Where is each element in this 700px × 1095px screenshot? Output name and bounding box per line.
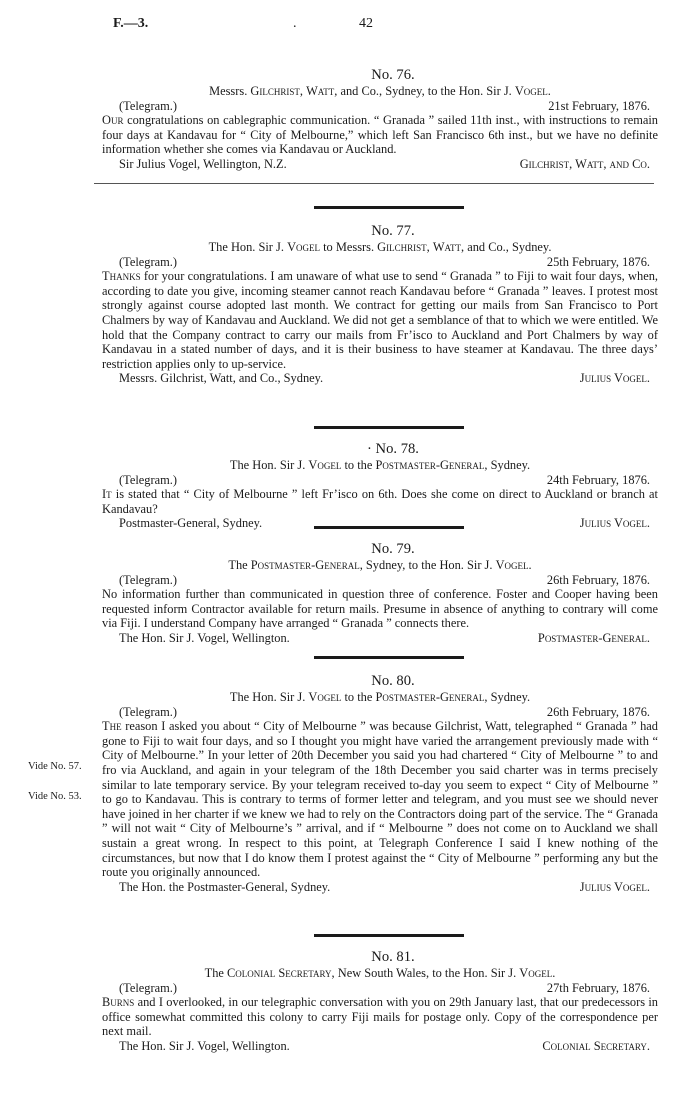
letter-date: 26th February, 1876. xyxy=(546,704,650,719)
divider-rule xyxy=(314,656,464,659)
address-signature-row xyxy=(102,1039,658,1054)
margin-note-vide-53: Vide No. 53. xyxy=(28,791,82,802)
signature: Julius Vogel. xyxy=(579,516,650,531)
medium-label: (Telegram.) xyxy=(119,98,177,113)
letter-no-78 xyxy=(102,440,658,531)
letter-date: 21st February, 1876. xyxy=(548,98,650,113)
margin-note-vide-57: Vide No. 57. xyxy=(28,761,82,772)
letter-no-81 xyxy=(102,948,658,1054)
letter-body: No information further than communicated in question three of conference. Foster and Cooper having been requested inform Contractor available for return mails. Presume in absence of anything to contrary will come via Fiji. I understand Company have arranged “ Granada ” connects there. xyxy=(102,587,658,631)
series-label: F.—3. xyxy=(113,16,149,31)
letter-number: No. 79. xyxy=(371,541,415,557)
signature: Julius Vogel. xyxy=(579,879,650,894)
medium-date-row xyxy=(102,705,658,720)
signature: Colonial Secretary. xyxy=(542,1038,650,1053)
medium-label: (Telegram.) xyxy=(119,704,177,719)
address-signature-row xyxy=(102,631,658,646)
lead-word: Our xyxy=(102,113,124,128)
letter-title: The Colonial Secretary, New South Wales, to the Hon. Sir J. Vogel. xyxy=(204,966,556,980)
medium-date-row xyxy=(102,473,658,488)
letter-no-76 xyxy=(102,66,658,172)
addressee: The Hon. the Postmaster-General, Sydney. xyxy=(119,879,331,894)
addressee: Sir Julius Vogel, Wellington, N.Z. xyxy=(119,156,287,171)
medium-date-row xyxy=(102,99,658,114)
letter-title: The Postmaster-General, Sydney, to the Hon. Sir J. Vogel. xyxy=(228,558,532,572)
letter-number: · No. 78. xyxy=(367,441,419,457)
letter-number: No. 76. xyxy=(371,67,415,83)
page-number: 42 xyxy=(359,16,373,31)
medium-label: (Telegram.) xyxy=(119,254,177,269)
medium-label: (Telegram.) xyxy=(119,980,177,995)
addressee: Messrs. Gilchrist, Watt, and Co., Sydney. xyxy=(119,371,324,386)
divider-thin xyxy=(94,183,654,184)
letter-title: The Hon. Sir J. Vogel to the Postmaster-General, Sydney. xyxy=(229,458,531,472)
letter-date: 24th February, 1876. xyxy=(546,472,650,487)
addressee: Postmaster-General, Sydney. xyxy=(119,516,263,531)
letter-no-80 xyxy=(102,672,658,894)
letter-date: 26th February, 1876. xyxy=(546,572,650,587)
header-dot: . xyxy=(293,16,297,31)
letter-number: No. 80. xyxy=(371,673,415,689)
divider-rule xyxy=(314,526,464,529)
address-signature-row xyxy=(102,880,658,895)
page-header xyxy=(113,16,653,36)
signature: Julius Vogel. xyxy=(579,371,650,386)
letter-body: The reason I asked you about “ City of Melbourne ” was because Gilchrist, Watt, telegraphed “ Granada ” had gone to Fiji to wait four days, and so I thought you might have varied the arrangement previously made with “ City of Melbourne.” In your letter of 20th December you said you had chartered “ City of Melbourne ” to and fro via Auckland, and again in your telegram of the 18th December you said charter was in terms precisely similar to late temporary service. By your telegram received to-day you seem to expect “ City of Melbourne ” to go to Kandavau. This is contrary to terms of former letter and telegram, and you must see we should never have joined in her charter if we knew we had to rely on the Contractors doing part of the service. The “ Granada ” will not wait “ City of Melbourne’s ” arrival, and if “ Melbourne ” does not come on to Auckland we shall sustain a great wrong. In respect to this point, at Telegraph Conference I said I knew nothing of the circumstances, but now that I do know them I protest against the “ City of Melbourne ” performing any but the route you originally announced. xyxy=(102,719,658,880)
address-signature-row xyxy=(102,157,658,172)
letter-body: Burns and I overlooked, in our telegraphic conversation with you on 29th January last, that our predecessors in office somewhat committed this colony to carry Fiji mails for postage only. Copy of the correspondence per next mail. xyxy=(102,995,658,1039)
letter-no-77 xyxy=(102,222,658,386)
lead-word: Thanks xyxy=(102,269,141,284)
lead-word: Burns xyxy=(102,995,135,1010)
divider-rule xyxy=(314,206,464,209)
signature: Postmaster-General. xyxy=(537,630,650,645)
address-signature-row xyxy=(102,371,658,386)
medium-label: (Telegram.) xyxy=(119,472,177,487)
letter-number: No. 77. xyxy=(371,223,415,239)
letter-number: No. 81. xyxy=(371,949,415,965)
letter-date: 25th February, 1876. xyxy=(546,254,650,269)
letter-title: Messrs. Gilchrist, Watt, and Co., Sydney, to the Hon. Sir J. Vogel. xyxy=(209,84,551,98)
lead-word: The xyxy=(102,719,122,734)
medium-label: (Telegram.) xyxy=(119,572,177,587)
letter-body: It is stated that “ City of Melbourne ” left Fr’isco on 6th. Does she come on direct to Auckland or branch at Kandavau? xyxy=(102,487,658,516)
letter-title: The Hon. Sir J. Vogel to Messrs. Gilchrist, Watt, and Co., Sydney. xyxy=(208,240,552,254)
addressee: The Hon. Sir J. Vogel, Wellington. xyxy=(119,630,290,645)
lead-word: It xyxy=(102,487,112,502)
addressee: The Hon. Sir J. Vogel, Wellington. xyxy=(119,1038,290,1053)
letter-date: 27th February, 1876. xyxy=(546,980,650,995)
divider-rule xyxy=(314,934,464,937)
letter-title: The Hon. Sir J. Vogel to the Postmaster-General, Sydney. xyxy=(229,690,531,704)
medium-date-row xyxy=(102,255,658,270)
letter-body: Thanks for your congratulations. I am unaware of what use to send “ Granada ” to Fiji to wait four days, when, according to date you give, incoming steamer cannot reach Kandavau before “ Granada ” leaves. I protest most strongly against course adopted last month. We contract for getting our mails from San Francisco to Port Chalmers by way of Kandavau and Auckland. We did not get a semblance of that to which we were entitled. We hold that the Company contract to carry our mails from Fr’isco to Auckland and Port Chalmers by way of Kandavau in a stated number of days, and it is their business to have steamer at Kandavau. The three days’ restriction applies only to up-service. xyxy=(102,269,658,371)
medium-date-row xyxy=(102,573,658,588)
medium-date-row xyxy=(102,981,658,996)
letter-no-79 xyxy=(102,540,658,646)
signature: Gilchrist, Watt, and Co. xyxy=(519,156,650,171)
letter-body: Our congratulations on cablegraphic communication. “ Granada ” sailed 11th inst., with instructions to remain four days at Kandavau for “ City of Melbourne,” which left San Francisco 6th inst., but we have no definite information whether she comes via Kandavau or Auckland. xyxy=(102,113,658,157)
divider-rule xyxy=(314,426,464,429)
